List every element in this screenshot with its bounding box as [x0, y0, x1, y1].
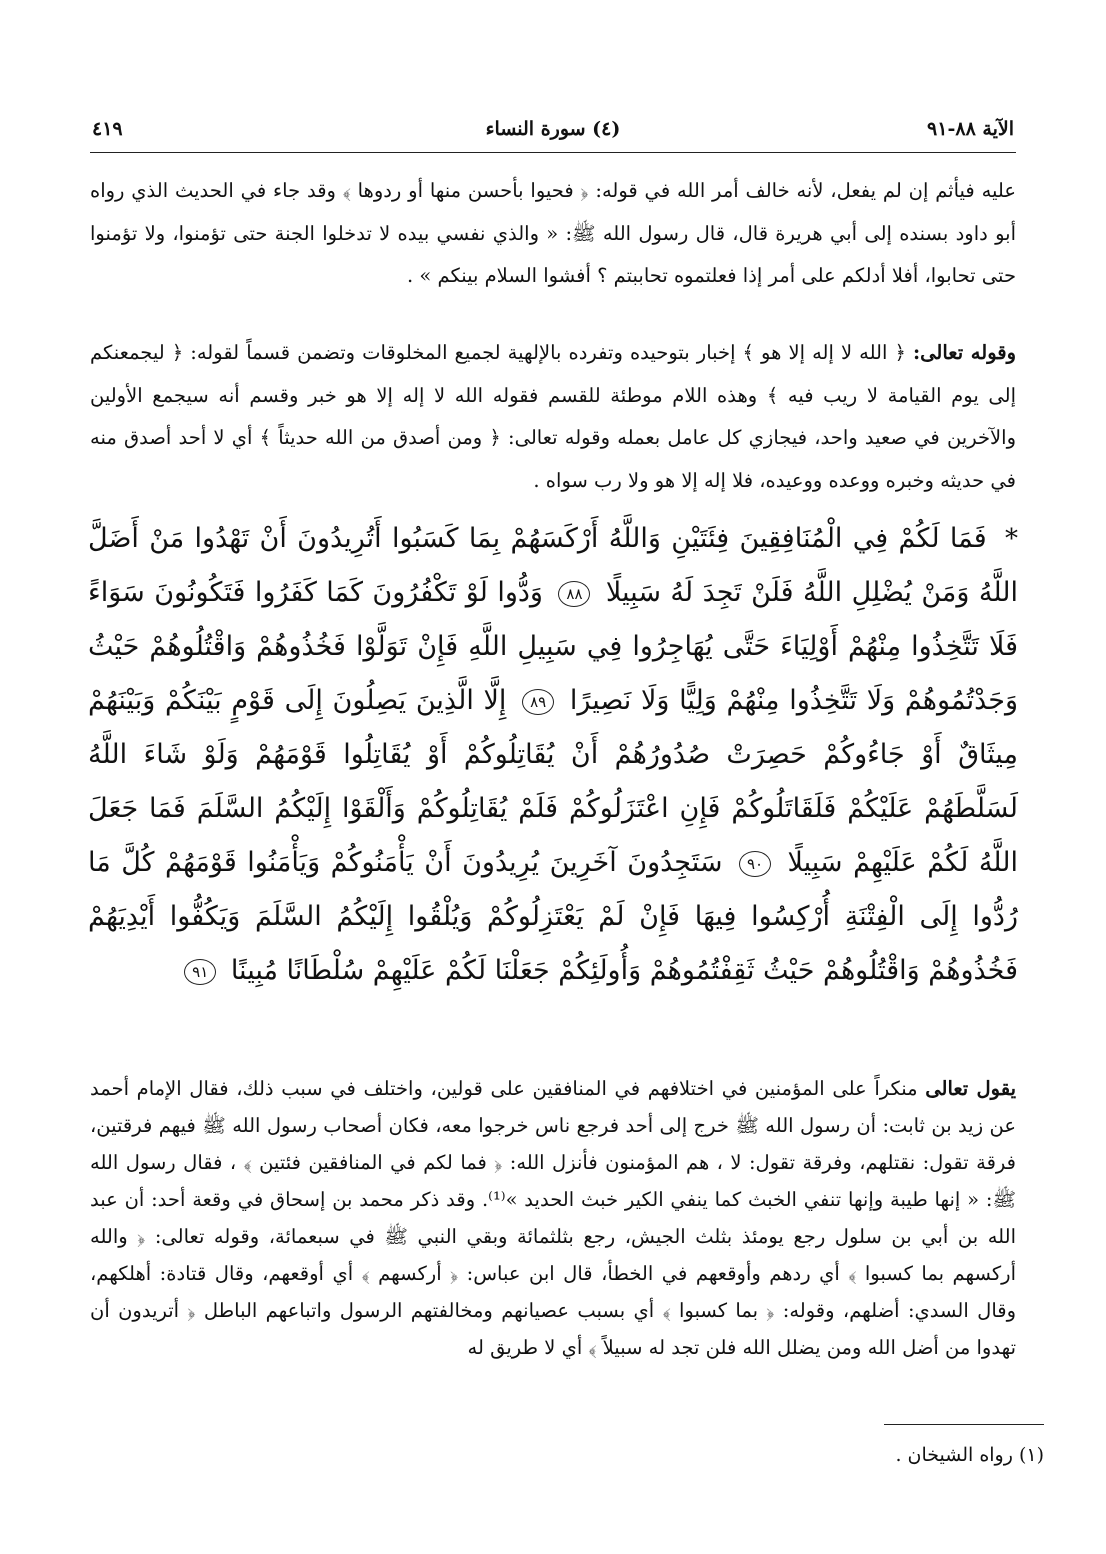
commentary-paragraph-2 — [90, 332, 1016, 502]
verse-91-text: سَتَجِدُونَ آخَرِينَ يُرِيدُونَ أَنْ يَأْمَنُوكُمْ وَيَأْمَنُوا قَوْمَهُمْ كُلَّ مَا رُدُّوا إِلَى الْفِتْنَةِ أُرْكِسُوا فِيهَا فَإِنْ لَمْ يَعْتَزِلُوكُمْ وَيُلْقُوا إِلَيْكُمُ السَّلَمَ وَيَكُفُّوا أَيْدِيَهُمْ فَخُذُوهُمْ وَاقْتُلُوهُمْ حَيْثُ ثَقِفْتُمُوهُمْ وَأُولَئِكُمْ جَعَلْنَا لَكُمْ عَلَيْهِمْ سُلْطَانًا مُبِينًا — [88, 847, 1018, 986]
paragraph-lead: وقوله تعالى: — [912, 341, 1017, 364]
surah-title: (٤) سورة النساء — [485, 118, 621, 140]
paragraph-body: منكراً على المؤمنين في اختلافهم في المنافقين على قولين، واختلف في سبب ذلك، فقال الإمام أحمد عن زيد بن ثابت: أن رسول الله ﷺ خرج إلى أحد فرجع ناس خرجوا معه، فكان أصحاب رسول الله ﷺ فيهم فرقتين، فرقة تقول: نقتلهم، وفرقة تقول: لا ، هم المؤمنون فأنزل الله: ﴿ فما لكم في المنافقين فئتين ﴾ ، فقال رسول الله ﷺ: « إنها طيبة وإنها تنفي الخبث كما ينفي الكير خبث الحديد »⁽¹⁾. وقد ذكر محمد بن إسحاق في وقعة أحد: أن عبد الله بن أبي بن سلول رجع يومئذ بثلث الجيش، رجع بثلثمائة وبقي النبي ﷺ في سبعمائة، وقوله تعالى: ﴿ والله أركسهم بما كسبوا ﴾ أي ردهم وأوقعهم في الخطأ، قال ابن عباس: ﴿ أركسهم ﴾ أي أوقعهم، وقال قتادة: أهلكهم، وقال السدي: أضلهم، وقوله: ﴿ بما كسبوا ﴾ أي بسبب عصيانهم ومخالفتهم الرسول واتباعهم الباطل ﴿ أتريدون أن تهدوا من أضل الله ومن يضلل الله فلن تجد له سبيلاً ﴾ أي لا طريق له — [90, 1077, 1016, 1359]
paragraph-lead: يقول تعالى — [925, 1077, 1016, 1100]
commentary-paragraph-1 — [90, 170, 1016, 298]
footnote-divider — [884, 1424, 1044, 1425]
ayah-number-89: ٨٩ — [522, 689, 554, 715]
page-header — [92, 118, 1014, 148]
verse-range: الآية ٨٨-٩١ — [927, 118, 1014, 140]
paragraph-body: ﴿ الله لا إله إلا هو ﴾ إخبار بتوحيده وتفرده بالإلهية لجميع المخلوقات وتضمن قسماً لقوله: ﴿ ليجمعنكم إلى يوم القيامة لا ريب فيه ﴾ وهذه اللام موطئة للقسم فقوله الله لا إله إلا هو خبر وقسم أنه سيجمع الأولين والآخرين في صعيد واحد، فيجازي كل عامل بعمله وقوله تعالى: ﴿ ومن أصدق من الله حديثاً ﴾ أي لا أحد أصدق منه في حديثه وخبره ووعده ووعيده، فلا إله إلا هو ولا رب سواه . — [90, 341, 1016, 492]
header-divider — [90, 152, 1016, 153]
paragraph-text — [90, 332, 1016, 502]
paragraph-text: عليه فيأثم إن لم يفعل، لأنه خالف أمر الله في قوله: ﴿ فحيوا بأحسن منها أو ردوها ﴾ وقد جاء في الحديث الذي رواه أبو داود بسنده إلى أبي هريرة قال، قال رسول الله ﷺ: « والذي نفسي بيده لا تدخلوا الجنة حتى تؤمنوا، ولا تؤمنوا حتى تحابوا، أفلا أدلكم على أمر إذا فعلتموه تحاببتم ؟ أفشوا السلام بينكم » . — [90, 179, 1016, 287]
paragraph-text — [90, 1070, 1016, 1366]
commentary-paragraph-3 — [90, 1070, 1016, 1366]
star-marker: * — [1004, 524, 1018, 554]
ayah-number-91: ٩١ — [184, 959, 216, 985]
footnote: (١) رواه الشيخان . — [895, 1444, 1044, 1466]
ayah-number-88: ٨٨ — [558, 581, 590, 607]
quran-verses — [88, 512, 1018, 998]
verse-89-text: وَدُّوا لَوْ تَكْفُرُونَ كَمَا كَفَرُوا فَتَكُونُونَ سَوَاءً فَلَا تَتَّخِذُوا مِنْهُمْ أَوْلِيَاءَ حَتَّى يُهَاجِرُوا فِي سَبِيلِ اللَّهِ فَإِنْ تَوَلَّوْا فَخُذُوهُمْ وَاقْتُلُوهُمْ حَيْثُ وَجَدْتُمُوهُمْ وَلَا تَتَّخِذُوا مِنْهُمْ وَلِيًّا وَلَا نَصِيرًا — [88, 577, 1018, 716]
verse-88-text: فَمَا لَكُمْ فِي الْمُنَافِقِينَ فِئَتَيْنِ وَاللَّهُ أَرْكَسَهُمْ بِمَا كَسَبُوا أَتُرِيدُونَ أَنْ تَهْدُوا مَنْ أَضَلَّ اللَّهُ وَمَنْ يُضْلِلِ اللَّهُ فَلَنْ تَجِدَ لَهُ سَبِيلًا — [88, 523, 1019, 608]
ayah-number-90: ٩٠ — [739, 851, 771, 877]
page-number: ٤١٩ — [92, 118, 123, 140]
verse-90-text: إِلَّا الَّذِينَ يَصِلُونَ إِلَى قَوْمٍ بَيْنَكُمْ وَبَيْنَهُمْ مِيثَاقٌ أَوْ جَاءُوكُمْ حَصِرَتْ صُدُورُهُمْ أَنْ يُقَاتِلُوكُمْ أَوْ يُقَاتِلُوا قَوْمَهُمْ وَلَوْ شَاءَ اللَّهُ لَسَلَّطَهُمْ عَلَيْكُمْ فَلَقَاتَلُوكُمْ فَإِنِ اعْتَزَلُوكُمْ فَلَمْ يُقَاتِلُوكُمْ وَأَلْقَوْا إِلَيْكُمُ السَّلَمَ فَمَا جَعَلَ اللَّهُ لَكُمْ عَلَيْهِمْ سَبِيلًا — [88, 685, 1018, 878]
